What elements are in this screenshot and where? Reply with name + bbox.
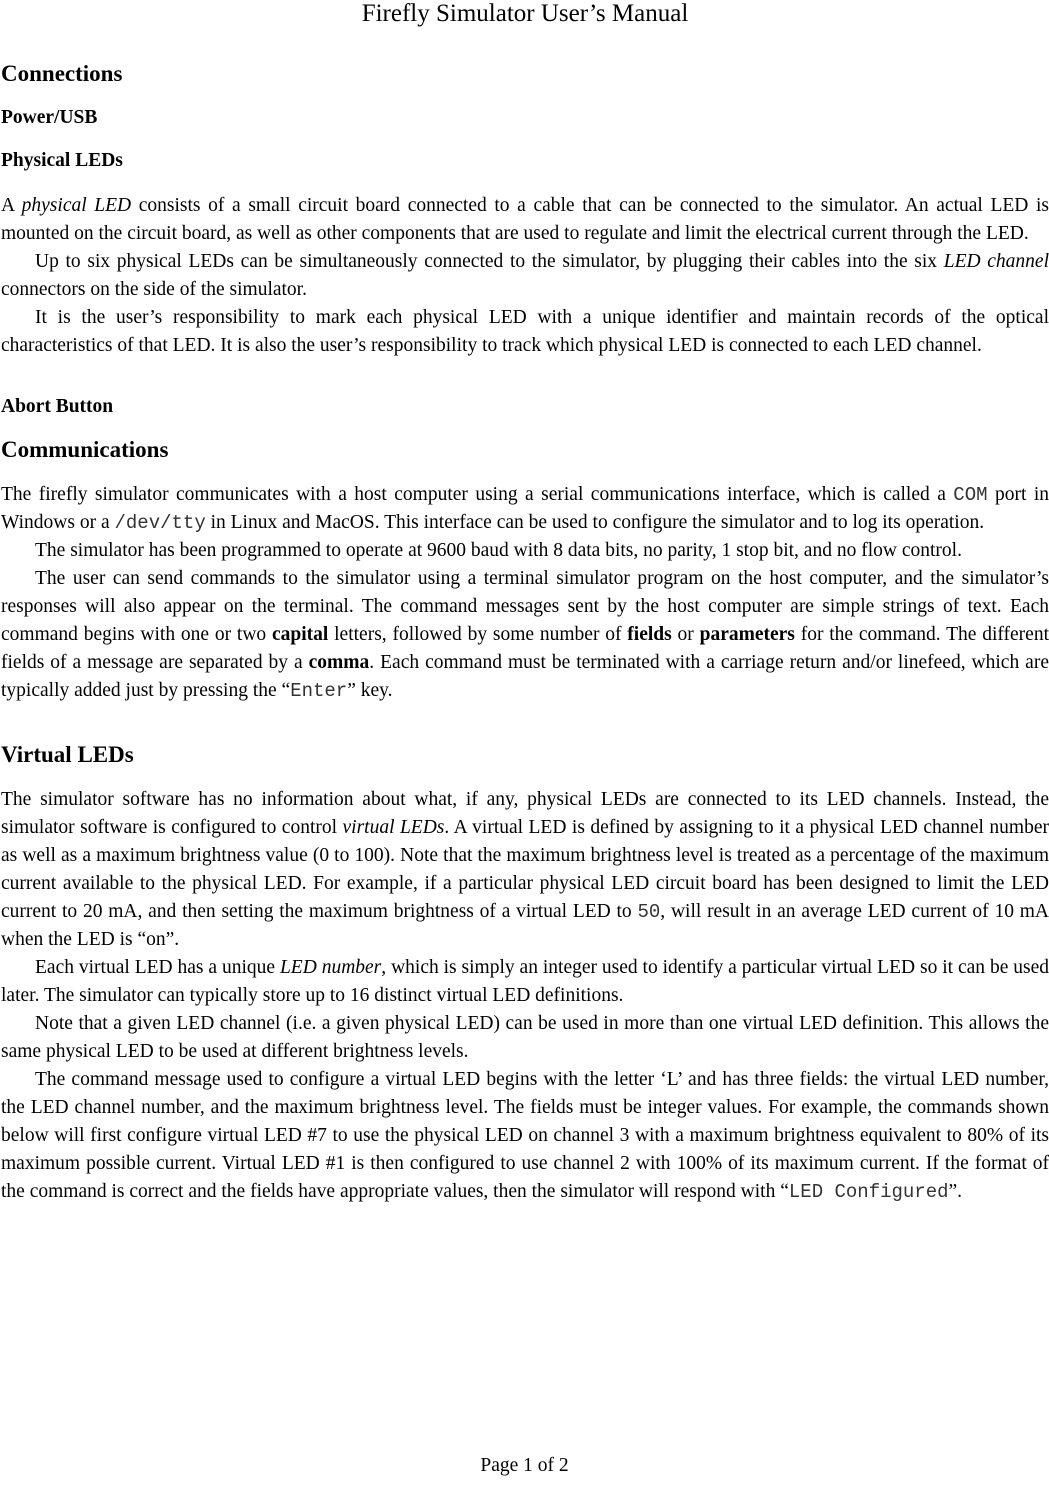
bold-term: parameters: [699, 624, 795, 645]
physical-leds-body: [1, 192, 1049, 360]
paragraph: The firefly simulator communicates with a host computer using a serial communications interface, which is called a COM port in Windows or a /dev/tty in Linux and MacOS. This interface can be used to configure the simulator and to log its operation.: [1, 484, 1049, 534]
emphasis: physical LED: [21, 195, 132, 216]
section-title-virtual-leds: Virtual LEDs: [1, 742, 134, 767]
paragraph: The user can send commands to the simulator using a terminal simulator program on the host computer, and the simulator’s responses will also appear on the terminal. The command messages sent by the host computer are simple strings of text. Each command begins with one or two capital letters, followed by some number of fields or parameters for the command. The different fields of a message are separated by a comma. Each command must be terminated with a carriage return and/or linefeed, which are typically added just by pressing the “Enter” key.: [1, 568, 1049, 702]
code-text: Enter: [290, 680, 348, 702]
code-text: LED Configured: [788, 1181, 949, 1203]
paragraph: Each virtual LED has a unique LED number, which is simply an integer used to identify a particular virtual LED so it can be used later. The simulator can typically store up to 16 distinct virtual LED definitions.: [1, 957, 1049, 1006]
communications-body: [1, 481, 1049, 705]
code-text: 50: [637, 901, 661, 923]
paragraph: The command message used to configure a virtual LED begins with the letter ‘L’ and has three fields: the virtual LED number, the LED channel number, and the maximum brightness level. The fields must be integer values. For example, the commands shown below will first configure virtual LED #7 to use the physical LED on channel 3 with a maximum brightness equivalent to 80% of its maximum possible current. Virtual LED #1 is then configured to use channel 2 with 100% of its maximum current. If the format of the command is correct and the fields have appropriate values, then the simulator will respond with “LED Configured”.: [1, 1069, 1049, 1203]
page-header-title: Firefly Simulator User’s Manual: [361, 0, 689, 27]
code-text: COM: [953, 484, 988, 506]
paragraph: A physical LED consists of a small circuit board connected to a cable that can be connected to the simulator. An actual LED is mounted on the circuit board, as well as other components that are used to regulate and limit the electrical current through the LED.: [1, 195, 1049, 244]
emphasis: LED number: [279, 957, 382, 978]
subsection-title-power-usb: Power/USB: [1, 107, 98, 128]
emphasis: virtual LEDs: [342, 817, 445, 838]
section-title-communications: Communications: [1, 437, 169, 462]
paragraph: Note that a given LED channel (i.e. a given physical LED) can be used in more than one virtual LED definition. This allows the same physical LED to be used at different brightness levels.: [1, 1013, 1049, 1062]
bold-term: capital: [271, 624, 329, 645]
paragraph: Up to six physical LEDs can be simultaneously connected to the simulator, by plugging their cables into the six LED channel connectors on the side of the simulator.: [1, 251, 1049, 300]
page-number: Page 1 of 2: [480, 1455, 569, 1476]
paragraph: The simulator software has no information about what, if any, physical LEDs are connected to its LED channels. Instead, the simulator software is configured to control virtual LEDs. A virtual LED is defined by assigning to it a physical LED channel number as well as a maximum brightness value (0 to 100). Note that the maximum brightness level is treated as a percentage of the maximum current available to the physical LED. For example, if a particular physical LED circuit board has been designed to limit the LED current to 20 mA, and then setting the maximum brightness of a virtual LED to 50, will result in an average LED current of 10 mA when the LED is “on”.: [1, 789, 1049, 950]
bold-term: comma: [308, 652, 370, 673]
section-title-connections: Connections: [1, 61, 123, 86]
subsection-title-abort-button: Abort Button: [1, 396, 114, 417]
paragraph: The simulator has been programmed to operate at 9600 baud with 8 data bits, no parity, 1 stop bit, and no flow control.: [35, 540, 962, 561]
code-text: /dev/tty: [114, 512, 206, 534]
paragraph: It is the user’s responsibility to mark each physical LED with a unique identifier and maintain records of the optical characteristics of that LED. It is also the user’s responsibility to track which physical LED is connected to each LED channel.: [1, 307, 1049, 356]
bold-term: fields: [627, 624, 672, 645]
subsection-title-physical-leds: Physical LEDs: [1, 150, 123, 171]
virtual-leds-body: [1, 786, 1049, 1206]
emphasis: LED channel: [943, 251, 1049, 272]
